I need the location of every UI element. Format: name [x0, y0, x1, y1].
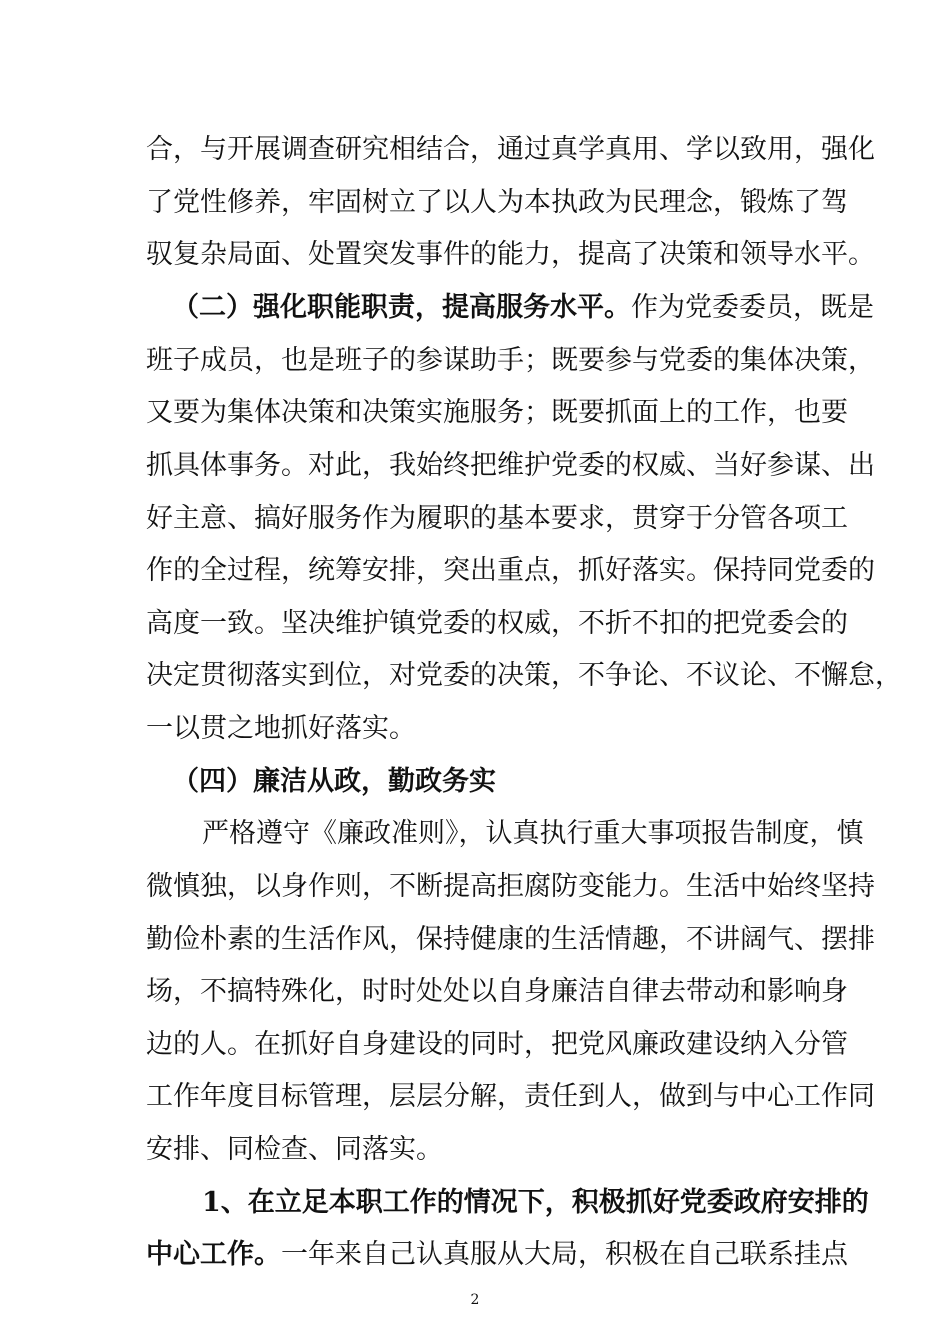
body-line: 场，不搞特殊化，时时处处以自身廉洁自律去带动和影响身	[146, 976, 848, 1007]
body-line: 严格遵守《廉政准则》，认真执行重大事项报告制度，慎	[202, 818, 864, 849]
body-line: 决定贯彻落实到位，对党委的决策，不争论、不议论、不懈怠，	[146, 660, 902, 691]
section-2-lead-text: 作为党委委员，既是	[631, 292, 874, 323]
item-1-paragraph-line	[146, 1235, 848, 1275]
item-1-heading: 1、在立足本职工作的情况下，积极抓好党委政府安排的	[202, 1187, 869, 1218]
section-2-heading: （二）强化职能职责，提高服务水平。	[172, 292, 631, 323]
body-line: 又要为集体决策和决策实施服务；既要抓面上的工作，也要	[146, 397, 848, 428]
page-number: 2	[470, 1292, 480, 1308]
item-1-text: 一年来自己认真服从大局，积极在自己联系挂点	[281, 1239, 848, 1270]
section-4-heading: （四）廉洁从政，勤政务实	[172, 766, 496, 797]
body-line: 好主意、搞好服务作为履职的基本要求，贯穿于分管各项工	[146, 503, 848, 534]
body-line: 合，与开展调查研究相结合，通过真学真用、学以致用，强化	[146, 134, 875, 165]
body-line: 一以贯之地抓好落实。	[146, 713, 416, 744]
body-line: 工作年度目标管理，层层分解，责任到人，做到与中心工作同	[146, 1081, 875, 1112]
body-line: 高度一致。坚决维护镇党委的权威，不折不扣的把党委会的	[146, 608, 848, 639]
body-line: 驭复杂局面、处置突发事件的能力，提高了决策和领导水平。	[146, 239, 875, 270]
body-line: 作的全过程，统筹安排，突出重点，抓好落实。保持同党委的	[146, 555, 875, 586]
body-line: 安排、同检查、同落实。	[146, 1134, 443, 1165]
body-line: 边的人。在抓好自身建设的同时，把党风廉政建设纳入分管	[146, 1029, 848, 1060]
body-line: 班子成员，也是班子的参谋助手；既要参与党委的集体决策，	[146, 345, 875, 376]
body-line: 了党性修养，牢固树立了以人为本执政为民理念，锻炼了驾	[146, 187, 848, 218]
body-line: 抓具体事务。对此，我始终把维护党委的权威、当好参谋、出	[146, 450, 875, 481]
section-2-paragraph-start	[172, 288, 874, 328]
body-line: 微慎独，以身作则，不断提高拒腐防变能力。生活中始终坚持	[146, 871, 875, 902]
item-1-heading-continued: 中心工作。	[146, 1239, 281, 1270]
body-line: 勤俭朴素的生活作风，保持健康的生活情趣，不讲阔气、摆排	[146, 924, 875, 955]
